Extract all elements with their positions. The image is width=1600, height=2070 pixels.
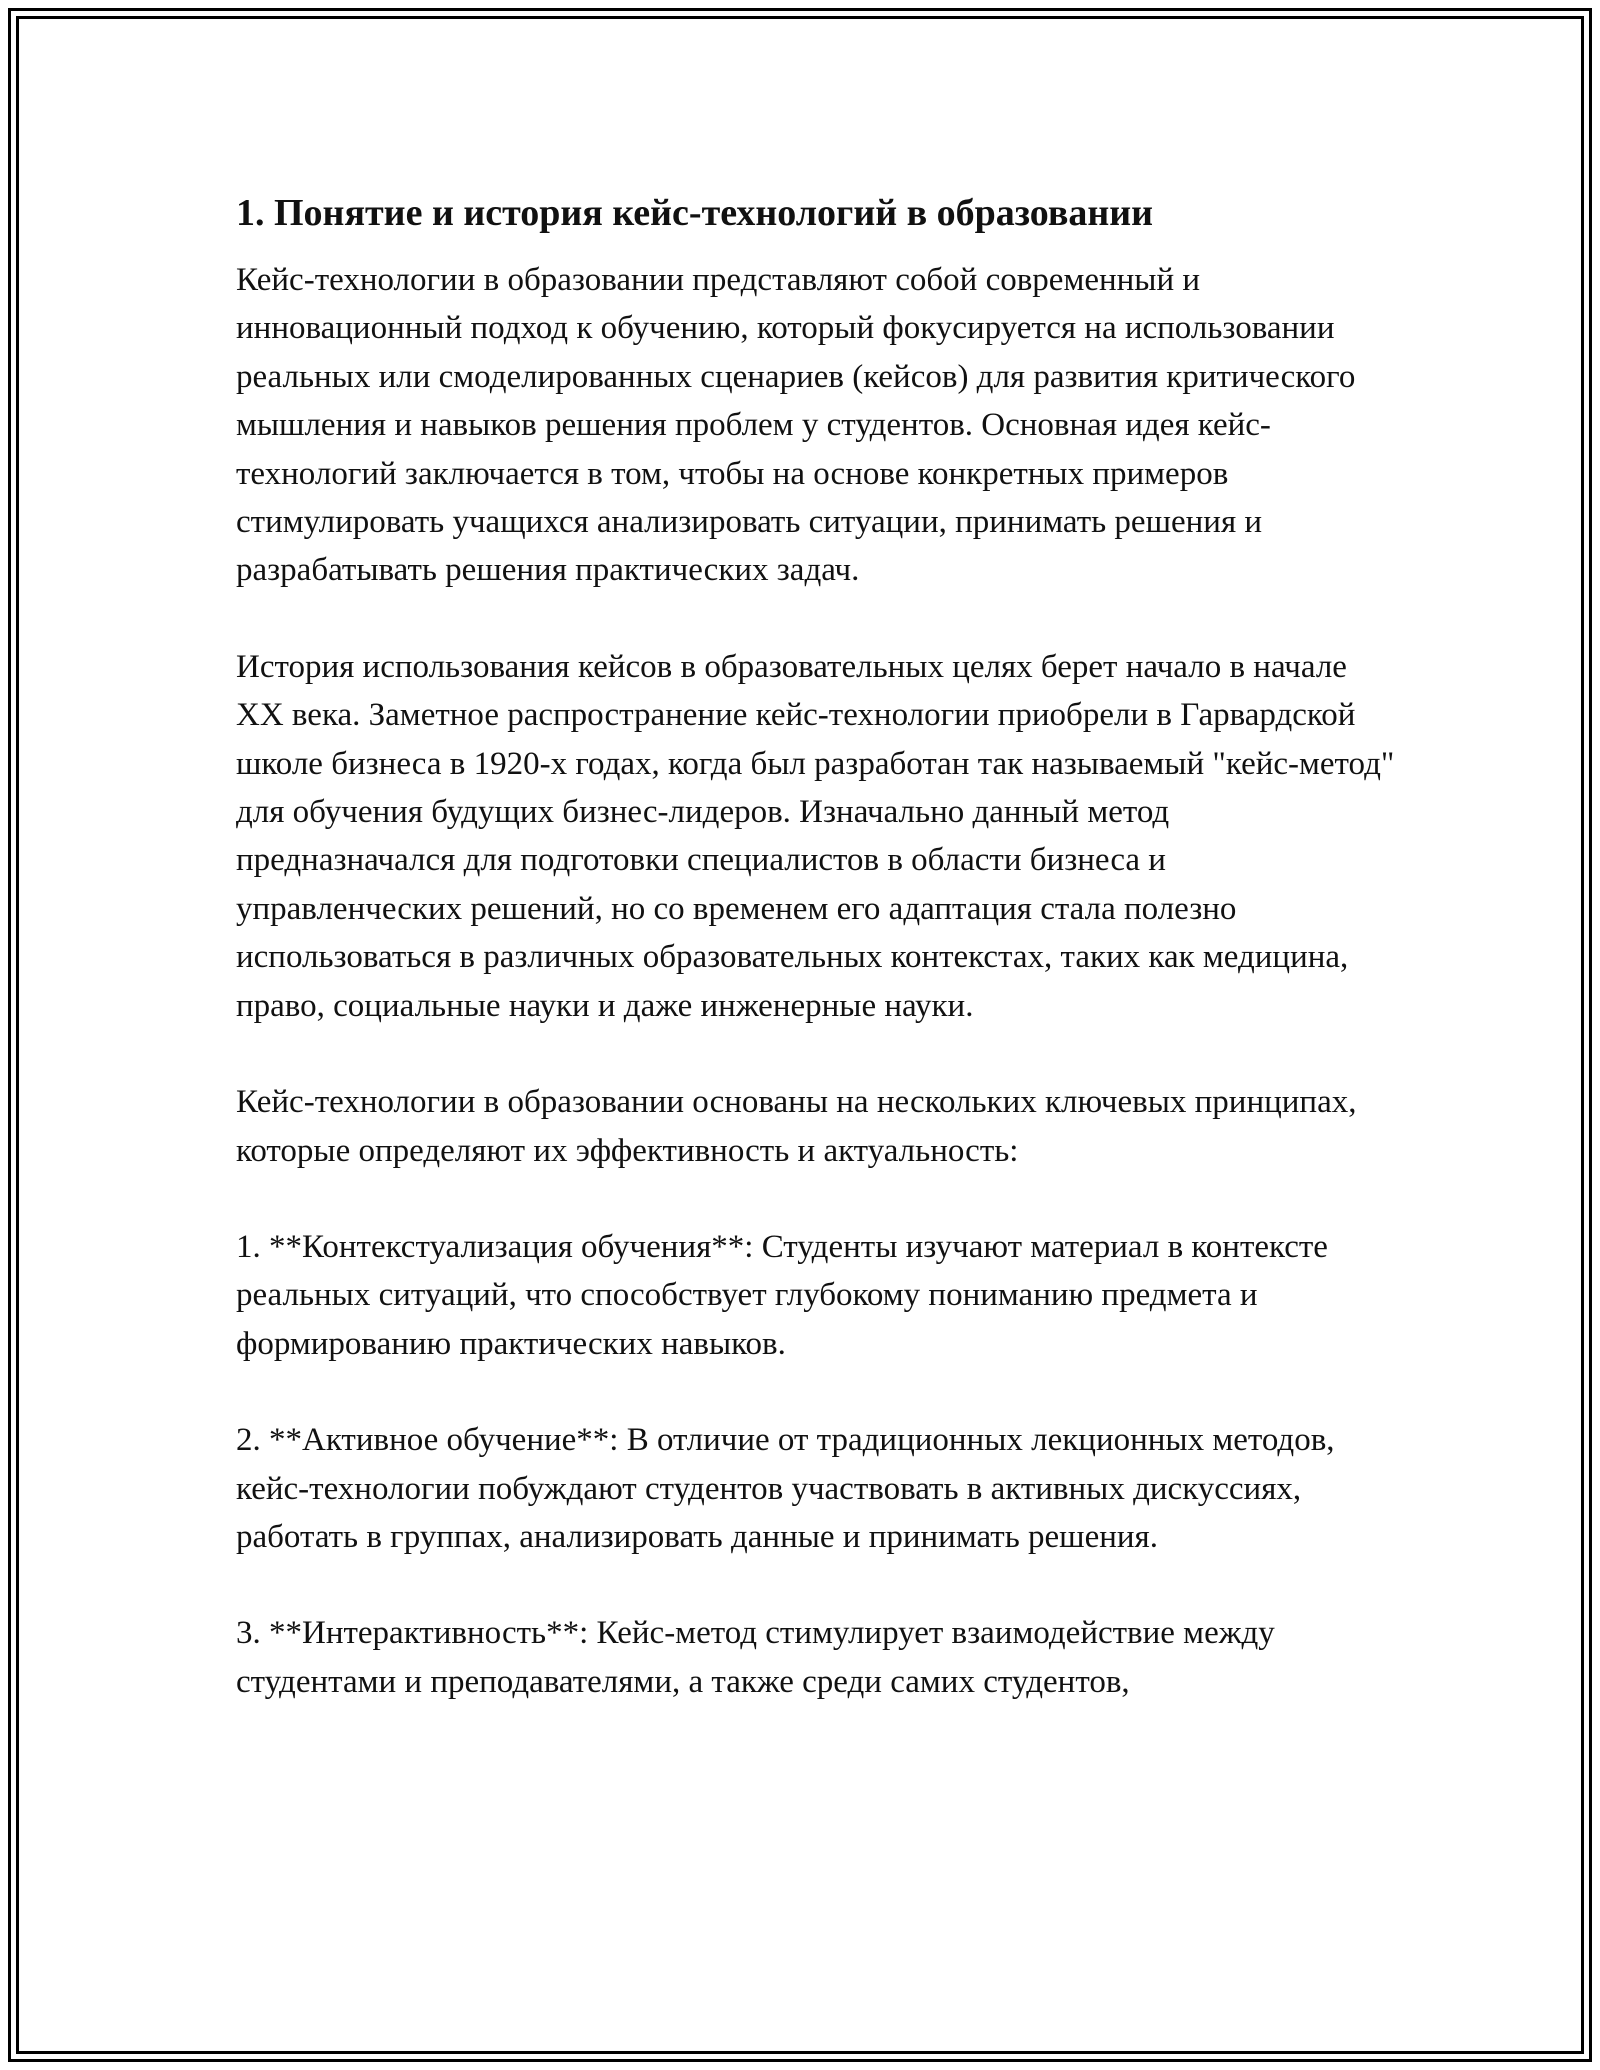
paragraph-principles-intro: Кейс-технологии в образовании основаны на нескольких ключевых принципах, которые определяют их эффективность и актуальность: [236,1084,1357,1169]
paragraph-history: История использования кейсов в образовательных целях берет начало в начале XX века. Заметное распространение кейс-технологии приобрели в Гарвардской школе бизнеса в 1920-х годах, когда был разработан так называемый "кейс-метод" для обучения будущих бизнес-лидеров. Изначально данный метод предназначался для подготовки специалистов в области бизнеса и управленческих решений, но со временем его адаптация стала полезно использоваться в различных образовательных контекстах, таких как медицина, право, социальные науки и даже инженерные науки. [236,648,1395,1024]
section-heading: 1. Понятие и история кейс-технологий в образовании [236,192,1154,234]
paragraph-intro: Кейс-технологии в образовании представляют собой современный и инновационный подход к обучению, который фокусируется на использовании реальных или смоделированных сценариев (кейсов) для развития критического мышления и навыков решения проблем у студентов. Основная идея кейс-технологий заключается в том, чтобы на основе конкретных примеров стимулировать учащихся анализировать ситуации, принимать решения и разрабатывать решения практических задач. [236,262,1356,589]
list-item-active-learning: 2. **Активное обучение**: В отличие от традиционных лекционных методов, кейс-технологии побуждают студентов участвовать в активных дискуссиях, работать в группах, анализировать данные и принимать решения. [236,1422,1335,1555]
document-body [236,188,1396,1754]
list-item-contextualization: 1. **Контекстуализация обучения**: Студенты изучают материал в контексте реальных ситуаций, что способствует глубокому пониманию предмета и формированию практических навыков. [236,1228,1328,1362]
list-item-interactivity: 3. **Интерактивность**: Кейс-метод стимулирует взаимодействие между студентами и преподавателями, а также среди самих студентов, [236,1615,1275,1700]
